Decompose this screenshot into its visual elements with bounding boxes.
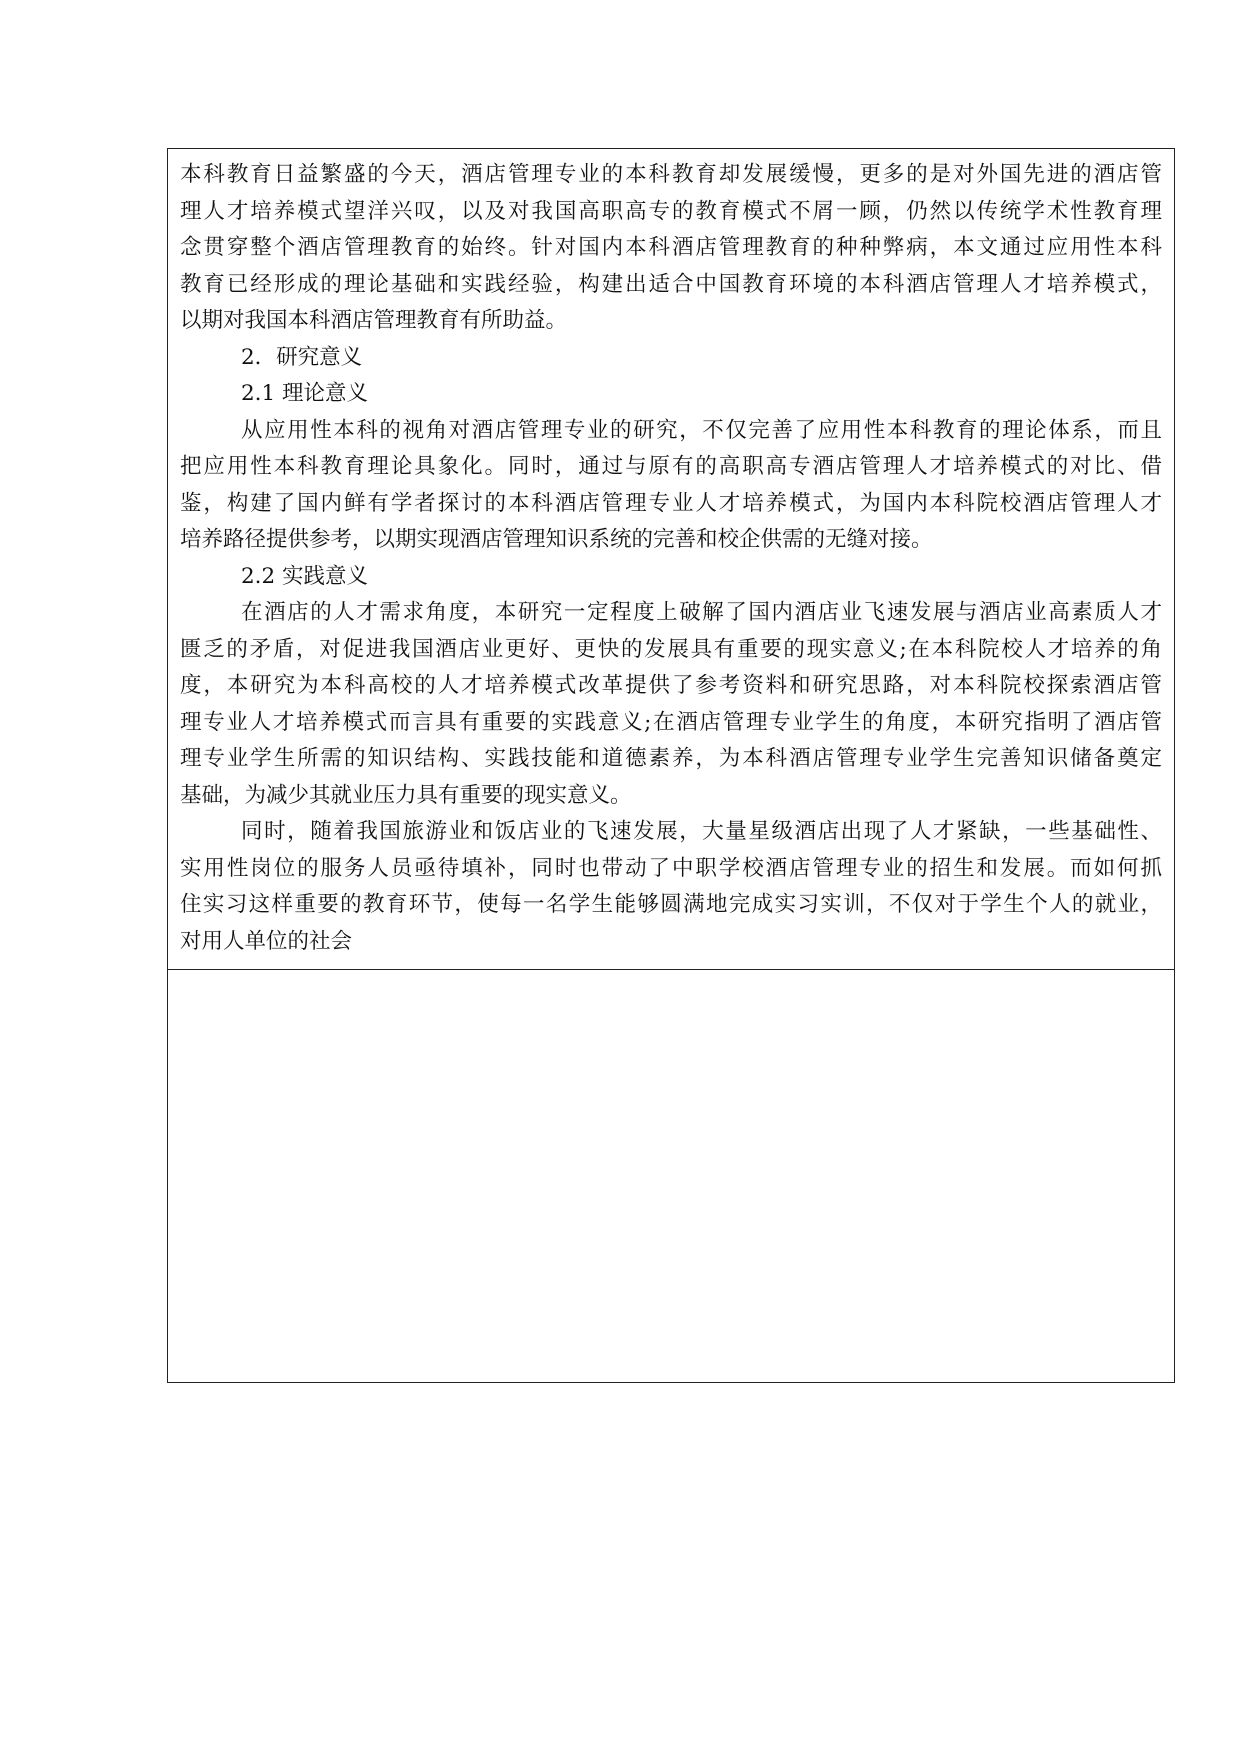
text-line: 理专业人才培养模式而言具有重要的实践意义;在酒店管理专业学生的角度，本研究指明了酒店管 (180, 709, 1162, 735)
text-line: 同时，随着我国旅游业和饭店业的飞速发展，大量星级酒店出现了人才紧缺，一些基础性、 (241, 819, 1162, 844)
text-line: 对用人单位的社会 (180, 928, 353, 954)
text-line: 匮乏的矛盾，对促进我国酒店业更好、更快的发展具有重要的现实意义;在本科院校人才培养的角 (180, 636, 1162, 662)
text-line: 从应用性本科的视角对酒店管理专业的研究，不仅完善了应用性本科教育的理论体系，而且 (241, 417, 1162, 443)
text-line: 教育已经形成的理论基础和实践经验，构建出适合中国教育环境的本科酒店管理人才培养模式， (180, 271, 1162, 297)
theory-paragraph (180, 413, 1162, 559)
closing-paragraph (180, 814, 1162, 960)
text-line: 以期对我国本科酒店管理教育有所助益。 (180, 308, 568, 333)
practice-paragraph (180, 595, 1162, 814)
text-line: 鉴，构建了国内鲜有学者探讨的本科酒店管理专业人才培养模式，为国内本科院校酒店管理人才 (180, 490, 1162, 516)
intro-paragraph (180, 157, 1162, 340)
text-line: 理人才培养模式望洋兴叹，以及对我国高职高专的教育模式不屑一顾，仍然以传统学术性教育理 (180, 198, 1162, 224)
text-line: 度，本研究为本科高校的人才培养模式改革提供了参考资料和研究思路，对本科院校探索酒店管 (180, 673, 1162, 698)
section-heading-practice-significance: 2.2 实践意义 (241, 563, 369, 589)
text-line: 住实习这样重要的教育环节，使每一名学生能够圆满地完成实习实训，不仅对于学生个人的就业， (180, 892, 1162, 917)
document-table (167, 148, 1175, 1383)
text-line: 本科教育日益繁盛的今天，酒店管理专业的本科教育却发展缓慢，更多的是对外国先进的酒店管 (180, 162, 1162, 187)
text-line: 培养路径提供参考，以期实现酒店管理知识系统的完善和校企供需的无缝对接。 (180, 527, 933, 552)
text-line: 基础，为减少其就业压力具有重要的现实意义。 (180, 782, 632, 808)
text-line: 理专业学生所需的知识结构、实践技能和道德素养，为本科酒店管理专业学生完善知识储备奠定 (180, 746, 1162, 771)
content-cell (168, 149, 1174, 970)
section-heading-theory-significance: 2.1 理论意义 (241, 381, 369, 406)
empty-cell (168, 970, 1174, 1382)
text-line: 念贯穿整个酒店管理教育的始终。针对国内本科酒店管理教育的种种弊病，本文通过应用性本科 (180, 235, 1162, 260)
text-line: 实用性岗位的服务人员亟待填补，同时也带动了中职学校酒店管理专业的招生和发展。而如何抓 (180, 855, 1162, 881)
text-line: 在酒店的人才需求角度，本研究一定程度上破解了国内酒店业飞速发展与酒店业高素质人才 (241, 600, 1162, 625)
section-heading-research-significance: 2．研究意义 (241, 344, 363, 370)
text-line: 把应用性本科教育理论具象化。同时，通过与原有的高职高专酒店管理人才培养模式的对比、借 (180, 454, 1162, 479)
